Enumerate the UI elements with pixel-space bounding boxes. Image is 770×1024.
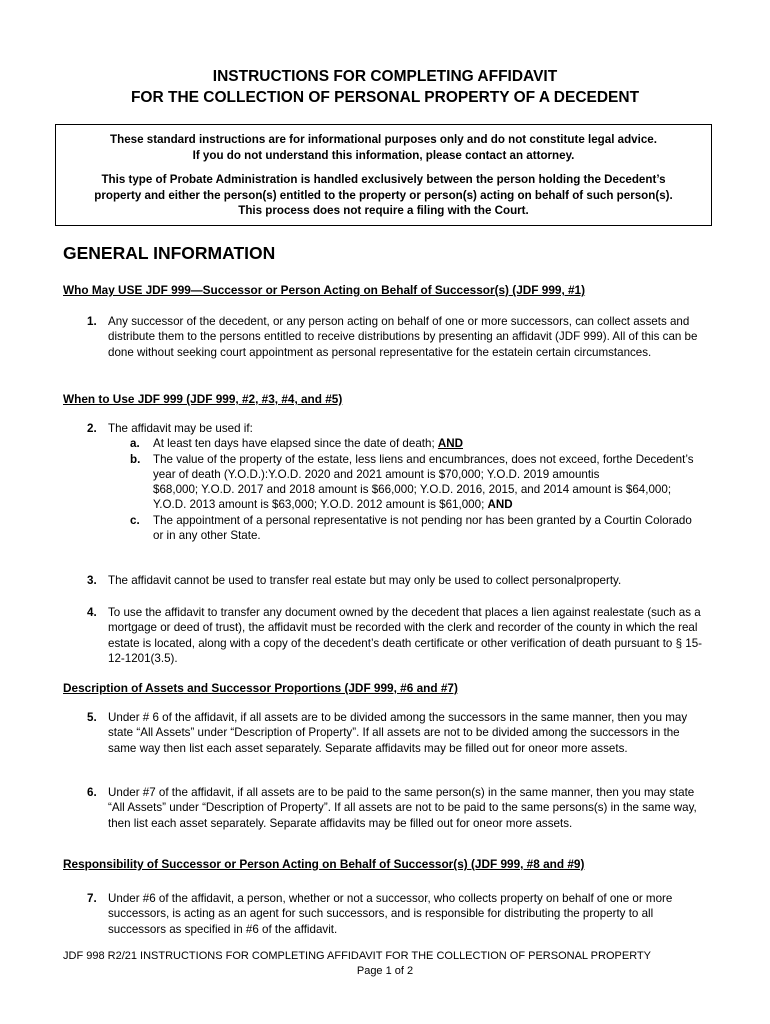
item-number: 1. — [87, 315, 97, 328]
disclaimer-line: property and either the person(s) entitled to the property or person(s) acting on behalf of such person(s). — [94, 188, 673, 202]
item-text: Under #6 of the affidavit, a person, whether or not a successor, who collects property on behalf of one or more successors, is acting as an agent for such successors, and is responsible for distributing the property to all successors as specified in #6 of the affidavit. — [108, 892, 673, 936]
and-emphasis: AND — [487, 498, 513, 512]
subheading-who: Who May USE JDF 999—Successor or Person Acting on Behalf of Successor(s) (JDF 999, #1) — [63, 283, 586, 297]
sub-item-letter: a. — [130, 437, 140, 451]
subheading-description: Description of Assets and Successor Proportions (JDF 999, #6 and #7) — [63, 681, 458, 695]
disclaimer-line: If you do not understand this information, please contact an attorney. — [192, 148, 575, 162]
page-number: Page 1 of 2 — [356, 965, 414, 977]
item-text: To use the affidavit to transfer any document owned by the decedent that places a lien against realestate (such as a mortgage or deed of trust), the affidavit must be recorded with the clerk and recorder of the county in which the real estate is located, along with a copy of the decedent’s death certificate or other verification of death pursuant to § 15-12-1201(3.5). — [108, 606, 703, 665]
sub-item-letter: b. — [130, 452, 141, 466]
sub-item-text: The value of the property of the estate, less liens and encumbrances, does not exceed, forthe Decedent’s year of death (Y.O.D.):Y.O.D. 2020 and 2021 amount is $70,000; Y.O.D. 2019 amountis — [153, 452, 694, 481]
page-footer: JDF 998 R2/21 INSTRUCTIONS FOR COMPLETING AFFIDAVIT FOR THE COLLECTION OF PERSONAL PROPERTY — [63, 950, 651, 962]
document-title-line2: FOR THE COLLECTION OF PERSONAL PROPERTY OF A DECEDENT — [130, 89, 640, 106]
item-number: 4. — [87, 606, 97, 619]
sub-item-text: $68,000; Y.O.D. 2017 and 2018 amount is $66,000; Y.O.D. 2016, 2015, and 2014 amount is $64,000; Y.O.D. 2013 amount is $63,000; Y.O.D. 2012 amount is $61,000; — [153, 483, 672, 512]
disclaimer-line: This type of Probate Administration is handled exclusively between the person holding the Decedent’s — [101, 173, 666, 186]
sub-item-a — [108, 436, 702, 451]
item-text: Under #7 of the affidavit, if all assets are to be paid to the same person(s) in the same manner, then you may state “All Assets” under “Description of Property”. If all assets are not to be paid to the same persons(s) in the same way, then list each asset separately. Separate affidavits may be filled out for oneor more assets. — [108, 786, 697, 830]
list-item-4 — [87, 605, 702, 666]
sub-list — [108, 436, 702, 543]
section-heading: GENERAL INFORMATION — [63, 243, 276, 263]
sub-item-b — [108, 452, 702, 513]
list-item-5 — [87, 710, 702, 756]
list-item-2 — [87, 421, 702, 543]
item-text: The affidavit cannot be used to transfer real estate but may only be used to collect personalproperty. — [108, 574, 622, 587]
and-emphasis: AND — [437, 437, 464, 451]
item-number: 7. — [87, 892, 97, 905]
subheading-when: When to Use JDF 999 (JDF 999, #2, #3, #4, and #5) — [63, 392, 343, 406]
item-text: The affidavit may be used if: — [108, 422, 253, 435]
document-title-line1: INSTRUCTIONS FOR COMPLETING AFFIDAVIT — [212, 68, 558, 85]
sub-item-letter: c. — [130, 513, 140, 527]
disclaimer-line: This process does not require a filing with the Court. — [238, 204, 529, 217]
sub-item-c — [108, 513, 702, 544]
disclaimer-line: These standard instructions are for informational purposes only and do not constitute legal advice. — [110, 133, 657, 146]
item-number: 3. — [87, 574, 97, 587]
disclaimer-box — [55, 124, 712, 226]
list-item-3 — [87, 573, 702, 588]
item-text: Under # 6 of the affidavit, if all assets are to be divided among the successors in the same manner, then you may state “All Assets” under “Description of Property”. If all assets are not to be divided among the successors in the same way then list each asset separately. Separate affidavits may be filled out for oneor more assets. — [108, 711, 688, 755]
list-item-7 — [87, 891, 702, 937]
item-text: Any successor of the decedent, or any person acting on behalf of one or more successors, can collect assets and distribute them to the persons entitled to receive distributions by presenting an affidavit (JDF 999). All of this can be done without seeking court appointment as personal representative for the estatein certain circumstances. — [108, 315, 698, 359]
sub-item-text: The appointment of a personal representative is not pending nor has been granted by a Courtin Colorado or in any other State. — [153, 513, 692, 543]
list-item-6 — [87, 785, 702, 831]
sub-item-text: At least ten days have elapsed since the date of death; — [153, 437, 438, 451]
subheading-responsibility: Responsibility of Successor or Person Acting on Behalf of Successor(s) (JDF 999, #8 and #9) — [63, 857, 585, 871]
item-number: 5. — [87, 711, 97, 724]
list-item-1 — [87, 314, 702, 360]
item-number: 2. — [87, 422, 97, 435]
item-number: 6. — [87, 786, 97, 799]
